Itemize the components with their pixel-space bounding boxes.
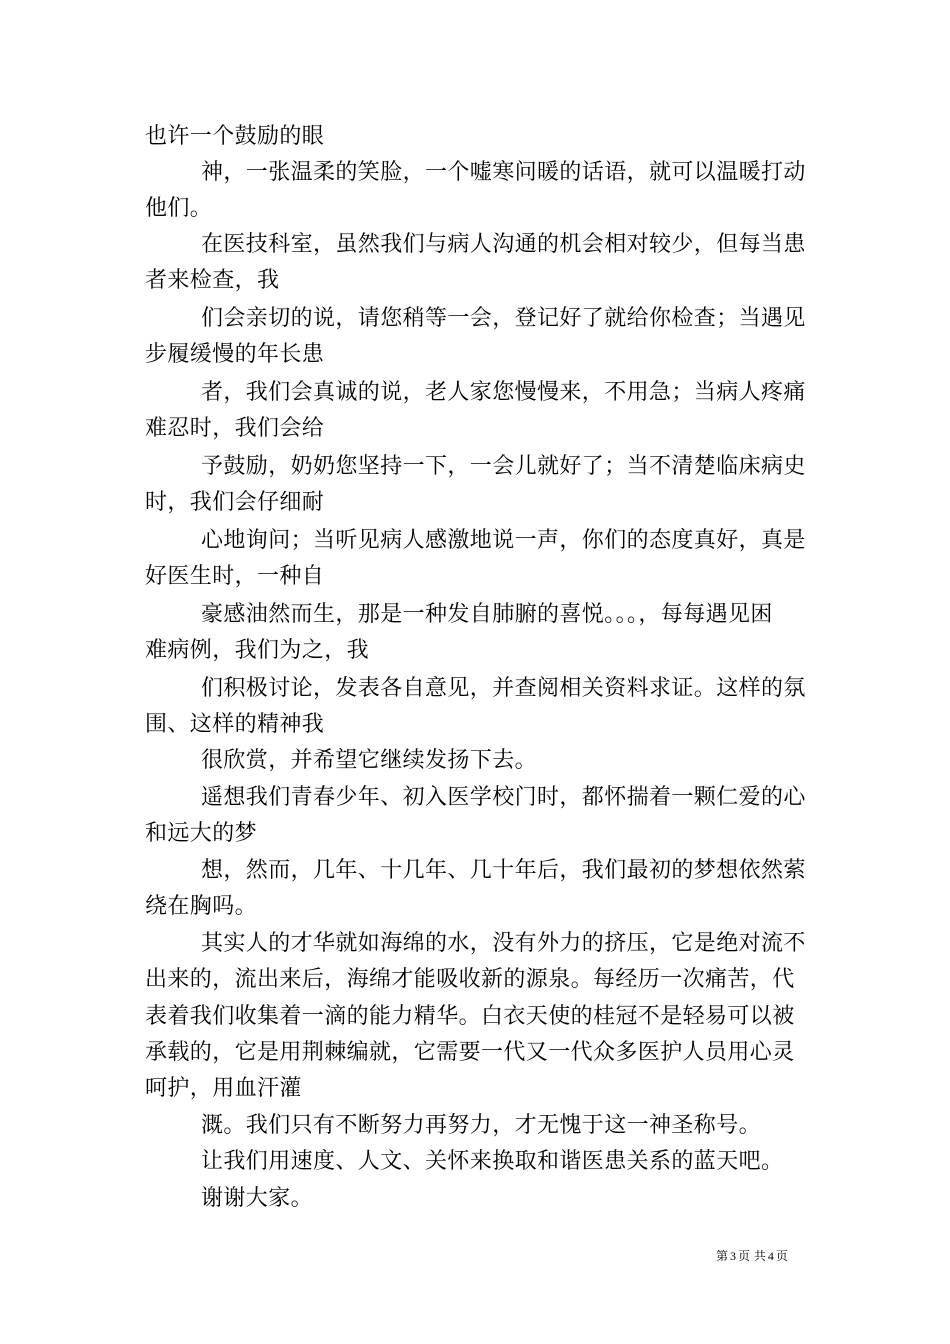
footer-middle: 页 共 — [738, 1249, 766, 1263]
text-line: 难忍时，我们会给 — [145, 416, 325, 441]
text-line: 谢谢大家。 — [201, 1186, 314, 1211]
text-line: 很欣赏，并希望它继续发扬下去。 — [201, 748, 538, 773]
footer-suffix: 页 — [775, 1249, 788, 1263]
text-line: 心地询问；当听见病人感激地说一声，你们的态度真好，真是 — [201, 528, 806, 553]
text-line: 们会亲切的说，请您稍等一会，登记好了就给你检查；当遇见 — [201, 306, 806, 331]
text-line: 表着我们收集着一滴的能力精华。白衣天使的桂冠不是轻易可以被 — [145, 1004, 795, 1029]
total-pages-number: 4 — [767, 1249, 774, 1263]
text-line: 们积极讨论，发表各自意见，并查阅相关资料求证。这样的氛 — [201, 676, 806, 701]
page-footer — [716, 1248, 788, 1264]
text-line: 者来检查，我 — [145, 268, 280, 293]
text-line: 豪感油然而生，那是一种发自肺腑的喜悦。。。，每每遇见困 — [201, 602, 773, 627]
text-line: 绕在胸吗。 — [145, 894, 258, 919]
text-line: 遥想我们青春少年、初入医学校门时，都怀揣着一颗仁爱的心 — [201, 785, 806, 810]
text-line: 时，我们会仔细耐 — [145, 490, 325, 515]
footer-prefix: 第 — [716, 1249, 729, 1263]
text-line: 好医生时，一种自 — [145, 564, 325, 589]
text-line: 者，我们会真诚的说，老人家您慢慢来，不用急；当病人疼痛 — [201, 380, 806, 405]
text-line: 溉。我们只有不断努力再努力，才无愧于这一神圣称号。 — [201, 1113, 762, 1138]
text-line: 出来的，流出来后，海绵才能吸收新的源泉。每经历一次痛苦，代 — [145, 967, 795, 992]
text-line: 想，然而，几年、十几年、几十年后，我们最初的梦想依然萦 — [201, 858, 806, 883]
text-line: 其实人的才华就如海绵的水，没有外力的挤压，它是绝对流不 — [201, 931, 806, 956]
text-line: 予鼓励，奶奶您坚持一下，一会儿就好了；当不清楚临床病史 — [201, 454, 806, 479]
text-line: 难病例，我们为之，我 — [145, 638, 370, 663]
text-line: 他们。 — [145, 196, 213, 221]
text-line: 和远大的梦 — [145, 821, 258, 846]
text-line: 在医技科室，虽然我们与病人沟通的机会相对较少，但每当患 — [201, 232, 806, 257]
text-line: 也许一个鼓励的眼 — [145, 124, 325, 149]
current-page-number: 3 — [730, 1249, 737, 1263]
text-line: 呵护，用血汗灌 — [145, 1076, 302, 1101]
text-line: 神，一张温柔的笑脸，一个嘘寒问暖的话语，就可以温暖打动 — [201, 160, 806, 185]
text-line: 步履缓慢的年长患 — [145, 342, 325, 367]
text-line: 围、这样的精神我 — [145, 712, 325, 737]
text-line: 让我们用速度、人文、关怀来换取和谐医患关系的蓝天吧。 — [201, 1149, 784, 1174]
text-line: 承载的，它是用荆棘编就，它需要一代又一代众多医护人员用心灵 — [145, 1040, 795, 1065]
